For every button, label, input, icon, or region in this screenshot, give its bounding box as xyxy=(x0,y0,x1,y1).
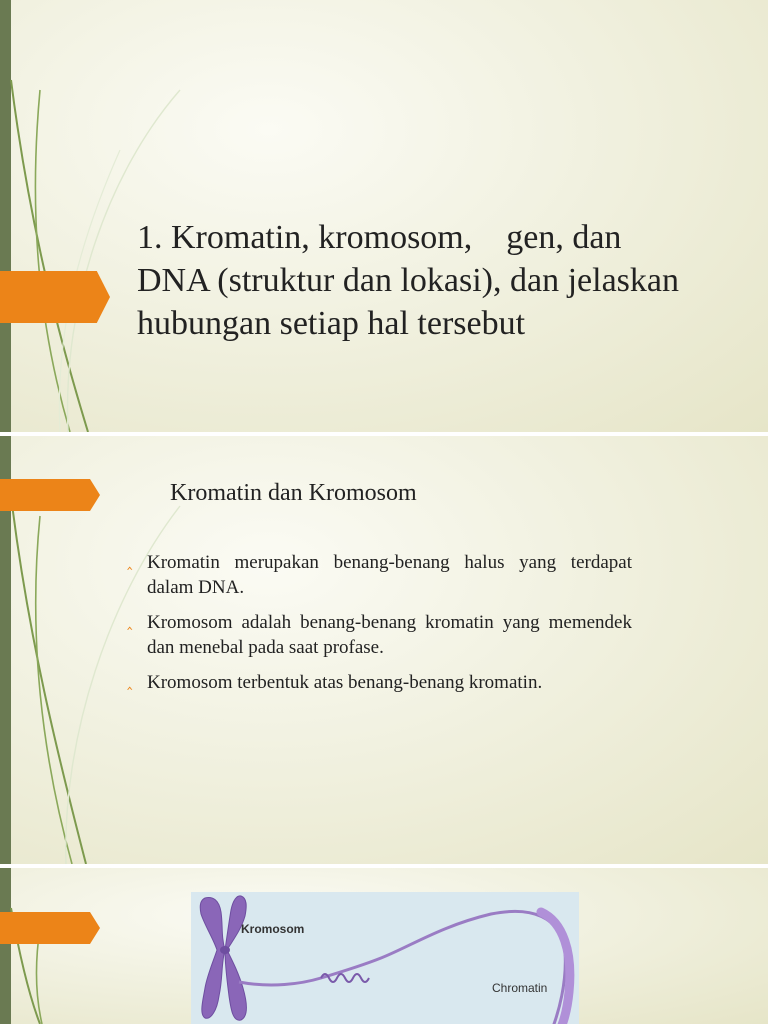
slide-1 xyxy=(0,0,768,432)
orange-tab xyxy=(0,479,100,511)
bullet-marker-icon: ‸ xyxy=(127,673,133,690)
bullet-text: Kromosom adalah benang-benang kromatin yang memendek dan menebal pada saat profase. xyxy=(147,612,632,658)
label-chromatin: Chromatin xyxy=(492,981,548,995)
bullet-text: Kromosom terbentuk atas benang-benang kromatin. xyxy=(147,672,543,693)
slide-2 xyxy=(0,436,768,864)
chromosome-figure xyxy=(191,892,579,1024)
slide-3 xyxy=(0,868,768,1024)
decorative-vines xyxy=(0,868,200,1024)
bullet-marker-icon: ‸ xyxy=(127,613,133,630)
chromosome-illustration xyxy=(191,892,579,1024)
bullet-text: Kromatin merupakan benang-benang halus yang terdapat dalam DNA. xyxy=(147,552,632,598)
list-item xyxy=(124,550,632,600)
bullet-marker-icon: ‸ xyxy=(127,553,133,570)
orange-tab xyxy=(0,271,110,323)
orange-tab xyxy=(0,912,100,944)
list-item xyxy=(124,610,632,660)
bullet-list xyxy=(124,550,632,705)
list-item xyxy=(124,670,632,695)
label-kromosom: Kromosom xyxy=(241,922,305,936)
title-line-3: hubungan setiap hal tersebut xyxy=(137,305,526,342)
section-subtitle: Kromatin dan Kromosom xyxy=(170,480,417,506)
title-line-2: DNA (struktur dan lokasi), dan jelaskan xyxy=(137,262,679,299)
title-line-1: 1. Kromatin, kromosom, gen, dan xyxy=(137,219,622,256)
slide-title xyxy=(137,216,747,345)
